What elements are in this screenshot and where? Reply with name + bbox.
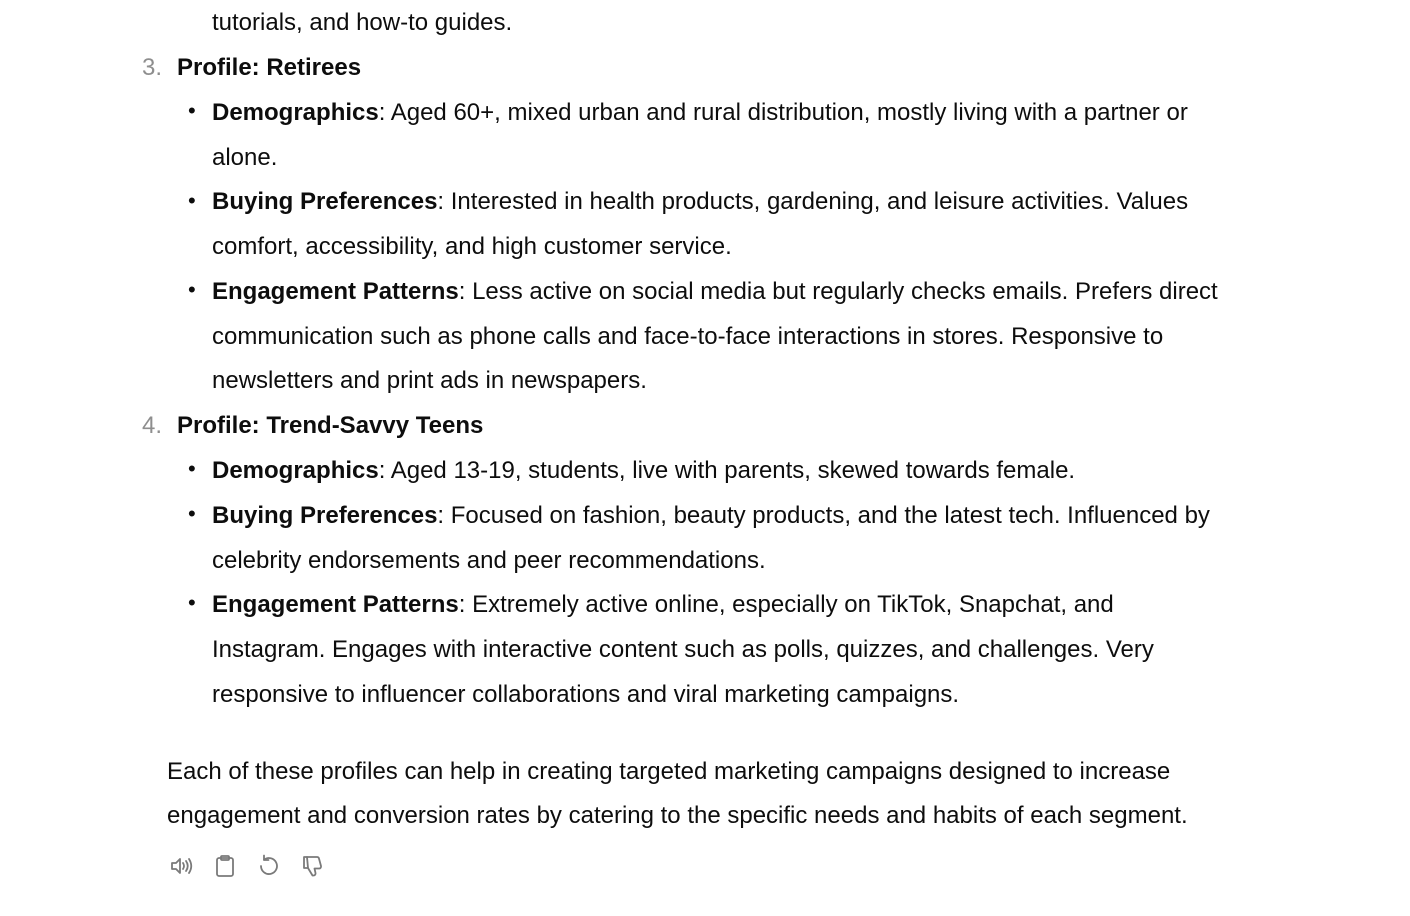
item-text: comfort, accessibility, and high customer service. bbox=[212, 233, 732, 260]
speaker-icon bbox=[168, 853, 194, 879]
item-label: Buying Preferences bbox=[212, 188, 438, 215]
item-text: Instagram. Engages with interactive content such as polls, quizzes, and challenges. Very bbox=[212, 636, 1154, 663]
profile-title: Profile: Trend-Savvy Teens bbox=[177, 412, 484, 439]
read-aloud-button[interactable] bbox=[164, 848, 198, 884]
bullet-icon: • bbox=[188, 98, 196, 123]
intro-line: tutorials, and how-to guides. bbox=[212, 9, 513, 36]
bullet-icon: • bbox=[188, 277, 196, 302]
item-text: : Interested in health products, gardening, and leisure activities. Values bbox=[437, 188, 1189, 215]
bullet-icon: • bbox=[188, 456, 196, 481]
list-number: 4. bbox=[142, 412, 163, 439]
clipboard-icon bbox=[212, 853, 238, 879]
bad-response-button[interactable] bbox=[296, 848, 330, 884]
bullet-icon: • bbox=[188, 501, 196, 526]
item-label: Engagement Patterns bbox=[212, 278, 459, 305]
thumbs-down-icon bbox=[300, 853, 326, 879]
item-text: : Focused on fashion, beauty products, and the latest tech. Influenced by bbox=[437, 502, 1210, 529]
item-text: newsletters and print ads in newspapers. bbox=[212, 367, 647, 394]
item-text: communication such as phone calls and face-to-face interactions in stores. Responsive to bbox=[212, 323, 1164, 350]
regenerate-button[interactable] bbox=[252, 848, 286, 884]
profile-title: Profile: Retirees bbox=[177, 54, 362, 81]
item-label: Demographics bbox=[212, 457, 379, 484]
copy-button[interactable] bbox=[208, 848, 242, 884]
list-number: 3. bbox=[142, 54, 163, 81]
item-text: : Less active on social media but regularly checks emails. Prefers direct bbox=[458, 278, 1218, 305]
message-actions bbox=[164, 848, 330, 884]
item-text: : Aged 60+, mixed urban and rural distribution, mostly living with a partner or bbox=[378, 99, 1188, 126]
summary-line: Each of these profiles can help in creating targeted marketing campaigns designed to increase bbox=[167, 758, 1171, 785]
item-text: : Aged 13-19, students, live with parents, skewed towards female. bbox=[378, 457, 1076, 484]
item-text: alone. bbox=[212, 144, 278, 171]
regenerate-icon bbox=[256, 853, 282, 879]
item-label: Buying Preferences bbox=[212, 502, 438, 529]
bullet-icon: • bbox=[188, 188, 196, 213]
summary-line: engagement and conversion rates by catering to the specific needs and habits of each segment. bbox=[167, 802, 1188, 829]
item-label: Demographics bbox=[212, 99, 379, 126]
item-text: celebrity endorsements and peer recommendations. bbox=[212, 547, 766, 574]
bullet-icon: • bbox=[188, 590, 196, 615]
item-label: Engagement Patterns bbox=[212, 591, 459, 618]
item-text: responsive to influencer collaborations and viral marketing campaigns. bbox=[212, 681, 960, 708]
item-text: : Extremely active online, especially on TikTok, Snapchat, and bbox=[458, 591, 1114, 618]
